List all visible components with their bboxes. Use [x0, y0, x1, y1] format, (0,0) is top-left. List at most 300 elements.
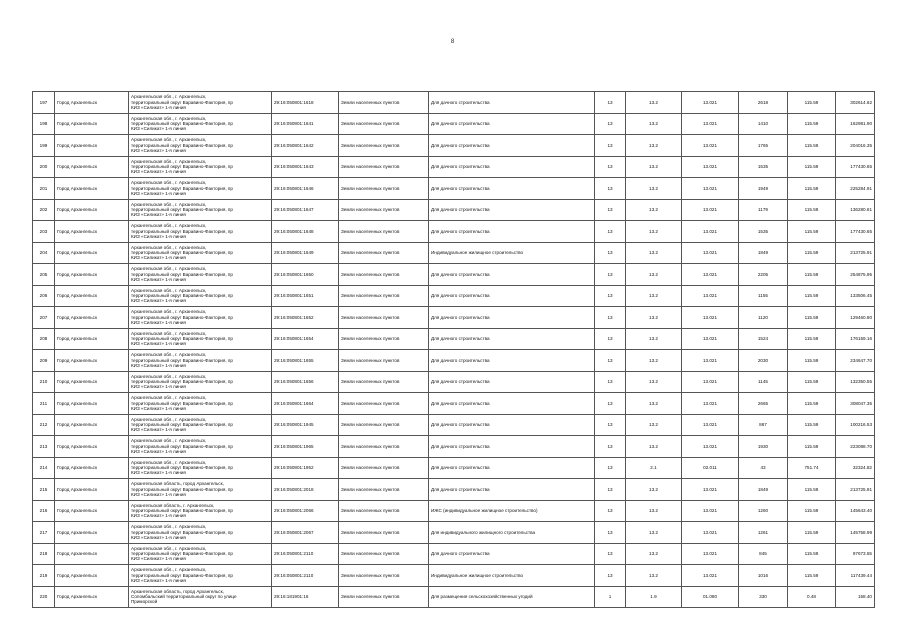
table-row	[33, 565, 875, 587]
address-cell	[129, 543, 272, 565]
area-cell: 1930	[739, 436, 788, 458]
land-category-cell: Земли населенных пунктов	[339, 565, 429, 587]
unit-value-cell: 115.59	[788, 307, 836, 329]
municipality-cell: Город Архангельск	[55, 522, 129, 544]
cadastral-number-cell: 29:16:050801:1652	[272, 307, 339, 329]
land-category-cell: Земли населенных пунктов	[339, 543, 429, 565]
table-row	[33, 457, 875, 479]
zone-code-cell: 13	[595, 457, 626, 479]
land-category-cell: Земли населенных пунктов	[339, 285, 429, 307]
cadastral-number-cell: 29:16:050801:1649	[272, 242, 339, 264]
group-code-cell: 13.2	[626, 522, 682, 544]
address-line: Архангельская обл., г. Архангельск,	[131, 309, 207, 315]
cadastral-value-cell: 158.40	[836, 586, 875, 608]
cadastral-number-cell: 29:16:050801:1945	[272, 414, 339, 436]
group-code-cell: 13.2	[626, 135, 682, 157]
permitted-use-cell: Для дачного строительства	[429, 135, 595, 157]
permitted-use-cell: Для дачного строительства	[429, 479, 595, 501]
use-code-cell: 13.021	[682, 543, 739, 565]
zone-code-cell: 13	[595, 92, 626, 114]
address-line: территориальный округ Варавино-Фактория, пр	[131, 99, 233, 105]
address-cell	[129, 350, 272, 372]
land-category-cell: Земли населенных пунктов	[339, 307, 429, 329]
municipality-cell: Город Архангельск	[55, 156, 129, 178]
address-line: территориальный округ Варавино-Фактория, пр	[131, 142, 233, 148]
address-line: Архангельская обл., г. Архангельск,	[131, 438, 207, 444]
zone-code-cell: 13	[595, 285, 626, 307]
table-row	[33, 113, 875, 135]
group-code-cell: 13.2	[626, 156, 682, 178]
land-category-cell: Земли населенных пунктов	[339, 156, 429, 178]
land-category-cell: Земли населенных пунктов	[339, 221, 429, 243]
use-code-cell: 13.021	[682, 264, 739, 286]
cadastral-value-cell: 213725.91	[836, 242, 875, 264]
land-category-cell: Земли населенных пунктов	[339, 113, 429, 135]
land-category-cell: Земли населенных пунктов	[339, 371, 429, 393]
address-line: Архангельская область, г. Архангельск,	[131, 502, 215, 508]
address-line: Архангельская обл., г. Архангельск,	[131, 158, 207, 164]
table-row	[33, 436, 875, 458]
land-category-cell: Земли населенных пунктов	[339, 264, 429, 286]
use-code-cell: 13.021	[682, 500, 739, 522]
address-line: КИЗ «Силикат» 1-я линия	[131, 233, 186, 239]
row-number: 212	[33, 414, 55, 436]
address-cell	[129, 285, 272, 307]
address-line: территориальный округ Варавино-Фактория, пр	[131, 207, 233, 213]
cadastral-number-cell: 29:16:050801:1648	[272, 221, 339, 243]
permitted-use-cell: Для дачного строительства	[429, 285, 595, 307]
address-line: КИЗ «Силикат» 1-я линия	[131, 577, 186, 583]
unit-value-cell: 115.59	[788, 565, 836, 587]
cadastral-value-cell: 308047.35	[836, 393, 875, 415]
area-cell: 1179	[739, 199, 788, 221]
zone-code-cell: 13	[595, 393, 626, 415]
cadastral-number-cell: 29:16:050801:1647	[272, 199, 339, 221]
municipality-cell: Город Архангельск	[55, 543, 129, 565]
unit-value-cell: 115.59	[788, 543, 836, 565]
cadastral-number-cell: 29:16:050801:2110	[272, 565, 339, 587]
group-code-cell: 13.2	[626, 113, 682, 135]
land-category-cell: Земли населенных пунктов	[339, 178, 429, 200]
address-cell	[129, 135, 272, 157]
land-category-cell: Земли населенных пунктов	[339, 414, 429, 436]
table-row	[33, 307, 875, 329]
municipality-cell: Город Архангельск	[55, 436, 129, 458]
row-number: 199	[33, 135, 55, 157]
unit-value-cell: 115.59	[788, 328, 836, 350]
table-row	[33, 328, 875, 350]
group-code-cell: 13.2	[626, 500, 682, 522]
address-line: территориальный округ Варавино-Фактория, пр	[131, 250, 233, 256]
group-code-cell: 13.2	[626, 199, 682, 221]
cadastral-value-cell: 32324.82	[836, 457, 875, 479]
cadastral-number-cell: 29:16:050801:1965	[272, 436, 339, 458]
use-code-cell: 02.011	[682, 457, 739, 479]
municipality-cell: Город Архангельск	[55, 586, 129, 608]
table-row	[33, 135, 875, 157]
address-line: территориальный округ Варавино-Фактория, пр	[131, 465, 233, 471]
address-cell	[129, 371, 272, 393]
cadastral-value-cell: 100216.53	[836, 414, 875, 436]
land-category-cell: Земли населенных пунктов	[339, 457, 429, 479]
row-number: 219	[33, 565, 55, 587]
address-line: территориальный округ Варавино-Фактория, пр	[131, 228, 233, 234]
municipality-cell: Город Архангельск	[55, 414, 129, 436]
zone-code-cell: 13	[595, 436, 626, 458]
municipality-cell: Город Архангельск	[55, 328, 129, 350]
unit-value-cell: 115.59	[788, 522, 836, 544]
address-line: КИЗ «Силикат» 1-я линия	[131, 104, 186, 110]
group-code-cell: 13.2	[626, 92, 682, 114]
row-number: 216	[33, 500, 55, 522]
cadastral-number-cell: 29:16:050801:2067	[272, 522, 339, 544]
cadastral-number-cell: 29:16:050801:2018	[272, 479, 339, 501]
address-cell	[129, 457, 272, 479]
table-row	[33, 522, 875, 544]
unit-value-cell: 0.48	[788, 586, 836, 608]
row-number: 202	[33, 199, 55, 221]
cadastral-number-cell: 29:16:050801:1952	[272, 457, 339, 479]
use-code-cell: 13.021	[682, 285, 739, 307]
cadastral-value-cell: 129460.80	[836, 307, 875, 329]
row-number: 218	[33, 543, 55, 565]
unit-value-cell: 115.59	[788, 479, 836, 501]
cadastral-number-cell: 29:16:050801:1641	[272, 113, 339, 135]
land-category-cell: Земли населенных пунктов	[339, 328, 429, 350]
group-code-cell: 13.2	[626, 436, 682, 458]
group-code-cell: 13.2	[626, 328, 682, 350]
address-line: территориальный округ Варавино-Фактория, пр	[131, 379, 233, 385]
unit-value-cell: 115.59	[788, 414, 836, 436]
address-cell	[129, 500, 272, 522]
address-line: КИЗ «Силикат» 1-я линия	[131, 556, 186, 562]
municipality-cell: Город Архангельск	[55, 242, 129, 264]
area-cell: 330	[739, 586, 788, 608]
unit-value-cell: 115.59	[788, 371, 836, 393]
address-line: территориальный округ Варавино-Фактория, пр	[131, 422, 233, 428]
cadastral-number-cell: 29:16:050801:1618	[272, 92, 339, 114]
address-line: Архангельская обл., г. Архангельск,	[131, 223, 207, 229]
municipality-cell: Город Архангельск	[55, 221, 129, 243]
use-code-cell: 13.021	[682, 414, 739, 436]
area-cell: 1260	[739, 500, 788, 522]
permitted-use-cell: Для дачного строительства	[429, 113, 595, 135]
use-code-cell: 13.021	[682, 307, 739, 329]
address-line: КИЗ «Силикат» 1-я линия	[131, 190, 186, 196]
cadastral-value-cell: 234647.70	[836, 350, 875, 372]
zone-code-cell: 13	[595, 500, 626, 522]
table-row	[33, 479, 875, 501]
cadastral-value-cell: 177430.65	[836, 156, 875, 178]
municipality-cell: Город Архангельск	[55, 92, 129, 114]
zone-code-cell: 13	[595, 328, 626, 350]
cadastral-value-cell: 176159.16	[836, 328, 875, 350]
use-code-cell: 13.021	[682, 393, 739, 415]
address-line: территориальный округ Варавино-Фактория, пр	[131, 443, 233, 449]
row-number: 207	[33, 307, 55, 329]
land-category-cell: Земли населенных пунктов	[339, 586, 429, 608]
row-number: 211	[33, 393, 55, 415]
zone-code-cell: 13	[595, 156, 626, 178]
area-cell: 2618	[739, 92, 788, 114]
use-code-cell: 13.021	[682, 199, 739, 221]
municipality-cell: Город Архангельск	[55, 350, 129, 372]
use-code-cell: 13.021	[682, 350, 739, 372]
address-line: Архангельская обл., г. Архангельск,	[131, 395, 207, 401]
row-number: 206	[33, 285, 55, 307]
address-line: Архангельская обл., г. Архангельск,	[131, 266, 207, 272]
row-number: 215	[33, 479, 55, 501]
cadastral-number-cell: 29:16:050801:1654	[272, 328, 339, 350]
permitted-use-cell: Для дачного строительства	[429, 199, 595, 221]
group-code-cell: 13.2	[626, 479, 682, 501]
group-code-cell: 13.2	[626, 307, 682, 329]
cadastral-number-cell: 29:16:050801:1655	[272, 350, 339, 372]
land-category-cell: Земли населенных пунктов	[339, 436, 429, 458]
group-code-cell: 13.2	[626, 221, 682, 243]
address-line: КИЗ «Силикат» 1-я линия	[131, 169, 186, 175]
use-code-cell: 13.021	[682, 178, 739, 200]
zone-code-cell: 13	[595, 565, 626, 587]
cadastral-number-cell: 29:16:050801:2066	[272, 500, 339, 522]
cadastral-value-cell: 223088.70	[836, 436, 875, 458]
row-number: 197	[33, 92, 55, 114]
municipality-cell: Город Архангельск	[55, 199, 129, 221]
area-cell: 2205	[739, 264, 788, 286]
municipality-cell: Город Архангельск	[55, 264, 129, 286]
unit-value-cell: 115.59	[788, 350, 836, 372]
unit-value-cell: 115.59	[788, 156, 836, 178]
area-cell: 1410	[739, 113, 788, 135]
municipality-cell: Город Архангельск	[55, 285, 129, 307]
address-line: КИЗ «Силикат» 1-я линия	[131, 341, 186, 347]
row-number: 210	[33, 371, 55, 393]
use-code-cell: 13.021	[682, 522, 739, 544]
unit-value-cell: 115.59	[788, 199, 836, 221]
address-line: КИЗ «Силикат» 1-я линия	[131, 212, 186, 218]
row-number: 204	[33, 242, 55, 264]
address-line: Архангельская обл., г. Архангельск,	[131, 115, 207, 121]
address-cell	[129, 436, 272, 458]
address-line: территориальный округ Варавино-Фактория, пр	[131, 185, 233, 191]
cadastral-value-cell: 132350.55	[836, 371, 875, 393]
row-number: 217	[33, 522, 55, 544]
table-row	[33, 350, 875, 372]
address-line: Приморской	[131, 599, 158, 605]
address-line: территориальный округ Варавино-Фактория, пр	[131, 572, 233, 578]
permitted-use-cell: Для размещения сельскохозяйственных угодий	[429, 586, 595, 608]
unit-value-cell: 115.59	[788, 113, 836, 135]
area-cell: 1535	[739, 221, 788, 243]
group-code-cell: 13.2	[626, 414, 682, 436]
municipality-cell: Город Архангельск	[55, 371, 129, 393]
address-line: КИЗ «Силикат» 1-я линия	[131, 298, 186, 304]
table-row	[33, 156, 875, 178]
address-cell	[129, 328, 272, 350]
address-line: Архангельская обл., г. Архангельск,	[131, 137, 207, 143]
table-row	[33, 500, 875, 522]
group-code-cell: 13.2	[626, 264, 682, 286]
area-cell: 845	[739, 543, 788, 565]
address-line: КИЗ «Силикат» 1-я линия	[131, 534, 186, 540]
permitted-use-cell: Для дачного строительства	[429, 371, 595, 393]
permitted-use-cell: Индивидуальное жилищное строительство	[429, 242, 595, 264]
permitted-use-cell: Для дачного строительства	[429, 178, 595, 200]
area-cell: 1524	[739, 328, 788, 350]
use-code-cell: 13.021	[682, 371, 739, 393]
unit-value-cell: 115.59	[788, 436, 836, 458]
address-cell	[129, 586, 272, 608]
land-category-cell: Земли населенных пунктов	[339, 350, 429, 372]
address-cell	[129, 156, 272, 178]
permitted-use-cell: Для дачного строительства	[429, 457, 595, 479]
land-category-cell: Земли населенных пунктов	[339, 479, 429, 501]
row-number: 198	[33, 113, 55, 135]
use-code-cell: 13.021	[682, 92, 739, 114]
cadastral-number-cell: 29:16:050801:1656	[272, 371, 339, 393]
address-cell	[129, 199, 272, 221]
cadastral-value-cell: 254875.95	[836, 264, 875, 286]
zone-code-cell: 13	[595, 135, 626, 157]
cadastral-value-cell: 145643.40	[836, 500, 875, 522]
area-cell: 1145	[739, 371, 788, 393]
address-line: КИЗ «Силикат» 1-я линия	[131, 491, 186, 497]
cadastral-value-cell: 133506.45	[836, 285, 875, 307]
address-line: Архангельская обл., г. Архангельск,	[131, 244, 207, 250]
table-row	[33, 199, 875, 221]
unit-value-cell: 115.59	[788, 242, 836, 264]
address-line: Архангельская обл., г. Архангельск,	[131, 352, 207, 358]
permitted-use-cell: Для дачного строительства	[429, 328, 595, 350]
permitted-use-cell: Для дачного строительства	[429, 543, 595, 565]
permitted-use-cell: Для дачного строительства	[429, 393, 595, 415]
permitted-use-cell: Для дачного строительства	[429, 414, 595, 436]
zone-code-cell: 13	[595, 221, 626, 243]
table-row	[33, 242, 875, 264]
address-line: территориальный округ Варавино-Фактория, пр	[131, 293, 233, 299]
table-row	[33, 543, 875, 565]
address-line: КИЗ «Силикат» 1-я линия	[131, 255, 186, 261]
unit-value-cell: 751.74	[788, 457, 836, 479]
table-body	[33, 92, 875, 608]
zone-code-cell: 13	[595, 371, 626, 393]
land-category-cell: Земли населенных пунктов	[339, 92, 429, 114]
address-cell	[129, 393, 272, 415]
address-line: Архангельская обл., г. Архангельск,	[131, 330, 207, 336]
land-category-cell: Земли населенных пунктов	[339, 522, 429, 544]
address-line: КИЗ «Силикат» 1-я линия	[131, 276, 186, 282]
address-line: КИЗ «Силикат» 1-я линия	[131, 362, 186, 368]
permitted-use-cell: Для дачного строительства	[429, 436, 595, 458]
cadastral-number-cell: 29:16:050801:1646	[272, 178, 339, 200]
zone-code-cell: 13	[595, 199, 626, 221]
address-line: территориальный округ Варавино-Фактория, пр	[131, 314, 233, 320]
address-line: территориальный округ Варавино-Фактория, пр	[131, 121, 233, 127]
address-cell	[129, 92, 272, 114]
row-number: 200	[33, 156, 55, 178]
group-code-cell: 13.2	[626, 242, 682, 264]
address-line: КИЗ «Силикат» 1-я линия	[131, 405, 186, 411]
area-cell: 1849	[739, 479, 788, 501]
cadastral-value-cell: 225284.91	[836, 178, 875, 200]
use-code-cell: 13.021	[682, 328, 739, 350]
land-category-cell: Земли населенных пунктов	[339, 199, 429, 221]
row-number: 209	[33, 350, 55, 372]
area-cell: 1261	[739, 522, 788, 544]
permitted-use-cell: Для дачного строительства	[429, 307, 595, 329]
unit-value-cell: 115.59	[788, 221, 836, 243]
address-line: территориальный округ Варавино-Фактория, пр	[131, 271, 233, 277]
land-category-cell: Земли населенных пунктов	[339, 393, 429, 415]
cadastral-value-cell: 177430.65	[836, 221, 875, 243]
use-code-cell: 13.021	[682, 436, 739, 458]
zone-code-cell: 13	[595, 178, 626, 200]
area-cell: 1016	[739, 565, 788, 587]
area-cell: 1155	[739, 285, 788, 307]
cadastral-value-cell: 97673.55	[836, 543, 875, 565]
area-cell: 1120	[739, 307, 788, 329]
area-cell: 43	[739, 457, 788, 479]
table-row	[33, 586, 875, 608]
table-row	[33, 92, 875, 114]
unit-value-cell: 115.59	[788, 285, 836, 307]
group-code-cell: 13.2	[626, 285, 682, 307]
address-cell	[129, 113, 272, 135]
use-code-cell: 13.021	[682, 565, 739, 587]
cadastral-number-cell: 29:16:050801:1650	[272, 264, 339, 286]
area-cell: 2030	[739, 350, 788, 372]
address-line: КИЗ «Силикат» 1-я линия	[131, 427, 186, 433]
cadastral-value-cell: 213725.91	[836, 479, 875, 501]
area-cell: 867	[739, 414, 788, 436]
cadastral-value-cell: 302614.62	[836, 92, 875, 114]
row-number: 203	[33, 221, 55, 243]
table-row	[33, 264, 875, 286]
address-line: КИЗ «Силикат» 1-я линия	[131, 384, 186, 390]
address-cell	[129, 522, 272, 544]
area-cell: 1849	[739, 242, 788, 264]
unit-value-cell: 115.59	[788, 500, 836, 522]
municipality-cell: Город Архангельск	[55, 135, 129, 157]
group-code-cell: 1.9	[626, 586, 682, 608]
address-line: Архангельская обл., г. Архангельск,	[131, 524, 207, 530]
address-line: территориальный округ Варавино-Фактория, пр	[131, 508, 233, 514]
address-line: Архангельская область, город Архангельск,	[131, 481, 224, 487]
unit-value-cell: 115.59	[788, 393, 836, 415]
cadastral-value-cell: 204016.35	[836, 135, 875, 157]
unit-value-cell: 115.59	[788, 135, 836, 157]
municipality-cell: Город Архангельск	[55, 500, 129, 522]
use-code-cell: 13.021	[682, 221, 739, 243]
zone-code-cell: 13	[595, 414, 626, 436]
address-line: КИЗ «Силикат» 1-я линия	[131, 126, 186, 132]
address-cell	[129, 479, 272, 501]
table-row	[33, 178, 875, 200]
table-row	[33, 393, 875, 415]
address-line: Архангельская обл., г. Архангельск,	[131, 459, 207, 465]
group-code-cell: 2.1	[626, 457, 682, 479]
permitted-use-cell: ИЖС (индивидуальное жилищное строительство)	[429, 500, 595, 522]
use-code-cell: 13.021	[682, 156, 739, 178]
address-line: территориальный округ Варавино-Фактория, пр	[131, 551, 233, 557]
table-row	[33, 371, 875, 393]
row-number: 220	[33, 586, 55, 608]
table-row	[33, 414, 875, 436]
address-line: КИЗ «Силикат» 1-я линия	[131, 319, 186, 325]
zone-code-cell: 13	[595, 242, 626, 264]
use-code-cell: 01.080	[682, 586, 739, 608]
use-code-cell: 13.021	[682, 113, 739, 135]
